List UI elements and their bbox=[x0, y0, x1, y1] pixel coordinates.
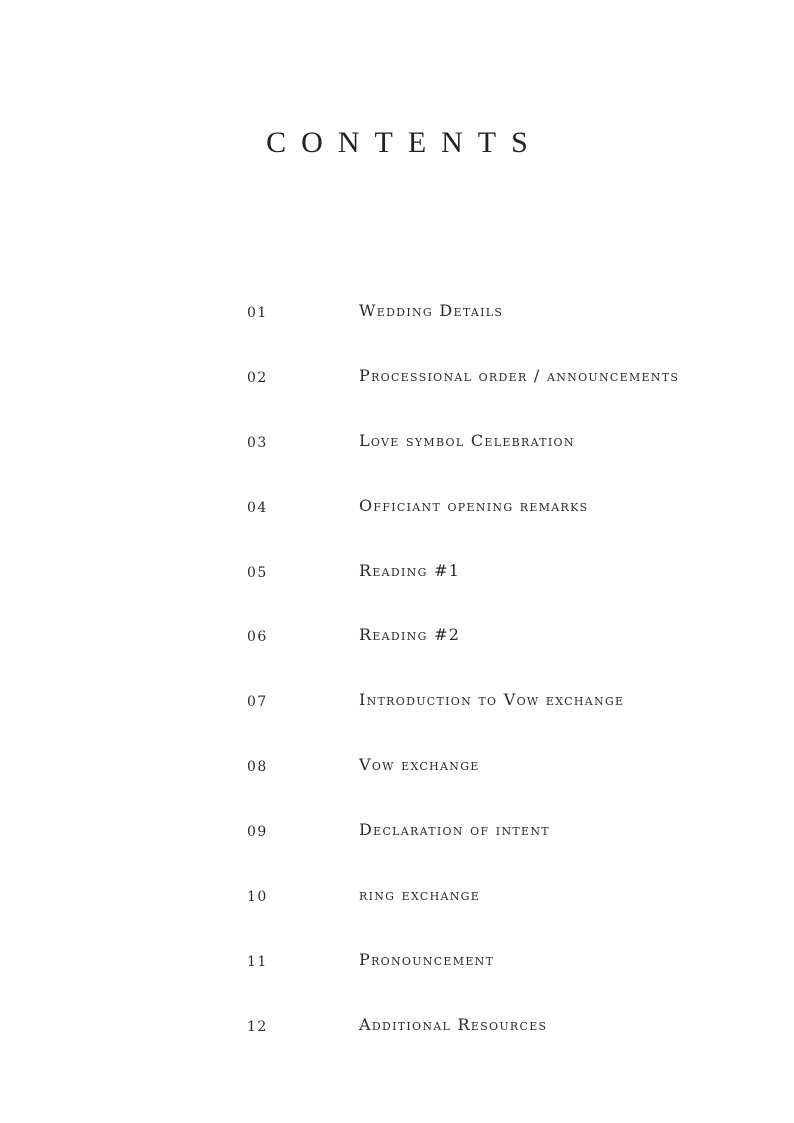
toc-item[interactable] bbox=[0, 1015, 794, 1080]
toc-item[interactable] bbox=[0, 301, 794, 366]
toc-item-number: 05 bbox=[247, 564, 268, 581]
toc-item[interactable] bbox=[0, 885, 794, 950]
toc-item-label: Additional Resources bbox=[359, 1014, 548, 1034]
toc-item-label: Reading #2 bbox=[359, 625, 461, 645]
toc-item-number: 07 bbox=[247, 694, 268, 711]
toc-item-label: Love symbol Celebration bbox=[359, 430, 575, 450]
toc-item[interactable] bbox=[0, 431, 794, 496]
toc-item-number: 06 bbox=[247, 629, 268, 646]
toc-item-label: Reading #1 bbox=[359, 560, 461, 580]
page-title: CONTENTS bbox=[266, 126, 543, 159]
toc-item-label: Officiant opening remarks bbox=[359, 495, 589, 515]
toc-item[interactable] bbox=[0, 366, 794, 431]
toc-item[interactable] bbox=[0, 820, 794, 885]
toc-item-label: Introduction to Vow exchange bbox=[359, 690, 625, 710]
toc-item-number: 01 bbox=[247, 305, 268, 321]
toc-item-number: 09 bbox=[247, 824, 268, 841]
toc-item[interactable] bbox=[0, 755, 794, 820]
toc-item-label: Processional order / announcements bbox=[359, 365, 680, 385]
toc-item[interactable] bbox=[0, 690, 794, 755]
toc-item-label: Vow exchange bbox=[359, 755, 480, 775]
toc-item-label: ring exchange bbox=[359, 885, 481, 905]
toc-item-label: Declaration of intent bbox=[359, 820, 550, 840]
toc-item-number: 02 bbox=[247, 369, 268, 386]
toc-item-number: 04 bbox=[247, 499, 268, 516]
toc-item-number: 08 bbox=[247, 759, 268, 776]
toc-item-number: 12 bbox=[247, 1018, 268, 1035]
toc-item-label: Pronouncement bbox=[359, 949, 495, 969]
table-of-contents bbox=[0, 301, 794, 1080]
toc-item[interactable] bbox=[0, 625, 794, 690]
toc-item-number: 03 bbox=[247, 434, 268, 451]
toc-item-number: 10 bbox=[247, 889, 268, 906]
toc-item[interactable] bbox=[0, 950, 794, 1015]
toc-item[interactable] bbox=[0, 561, 794, 626]
toc-item-number: 11 bbox=[247, 953, 268, 970]
toc-item-label: Wedding Details bbox=[359, 301, 504, 320]
toc-item[interactable] bbox=[0, 496, 794, 561]
